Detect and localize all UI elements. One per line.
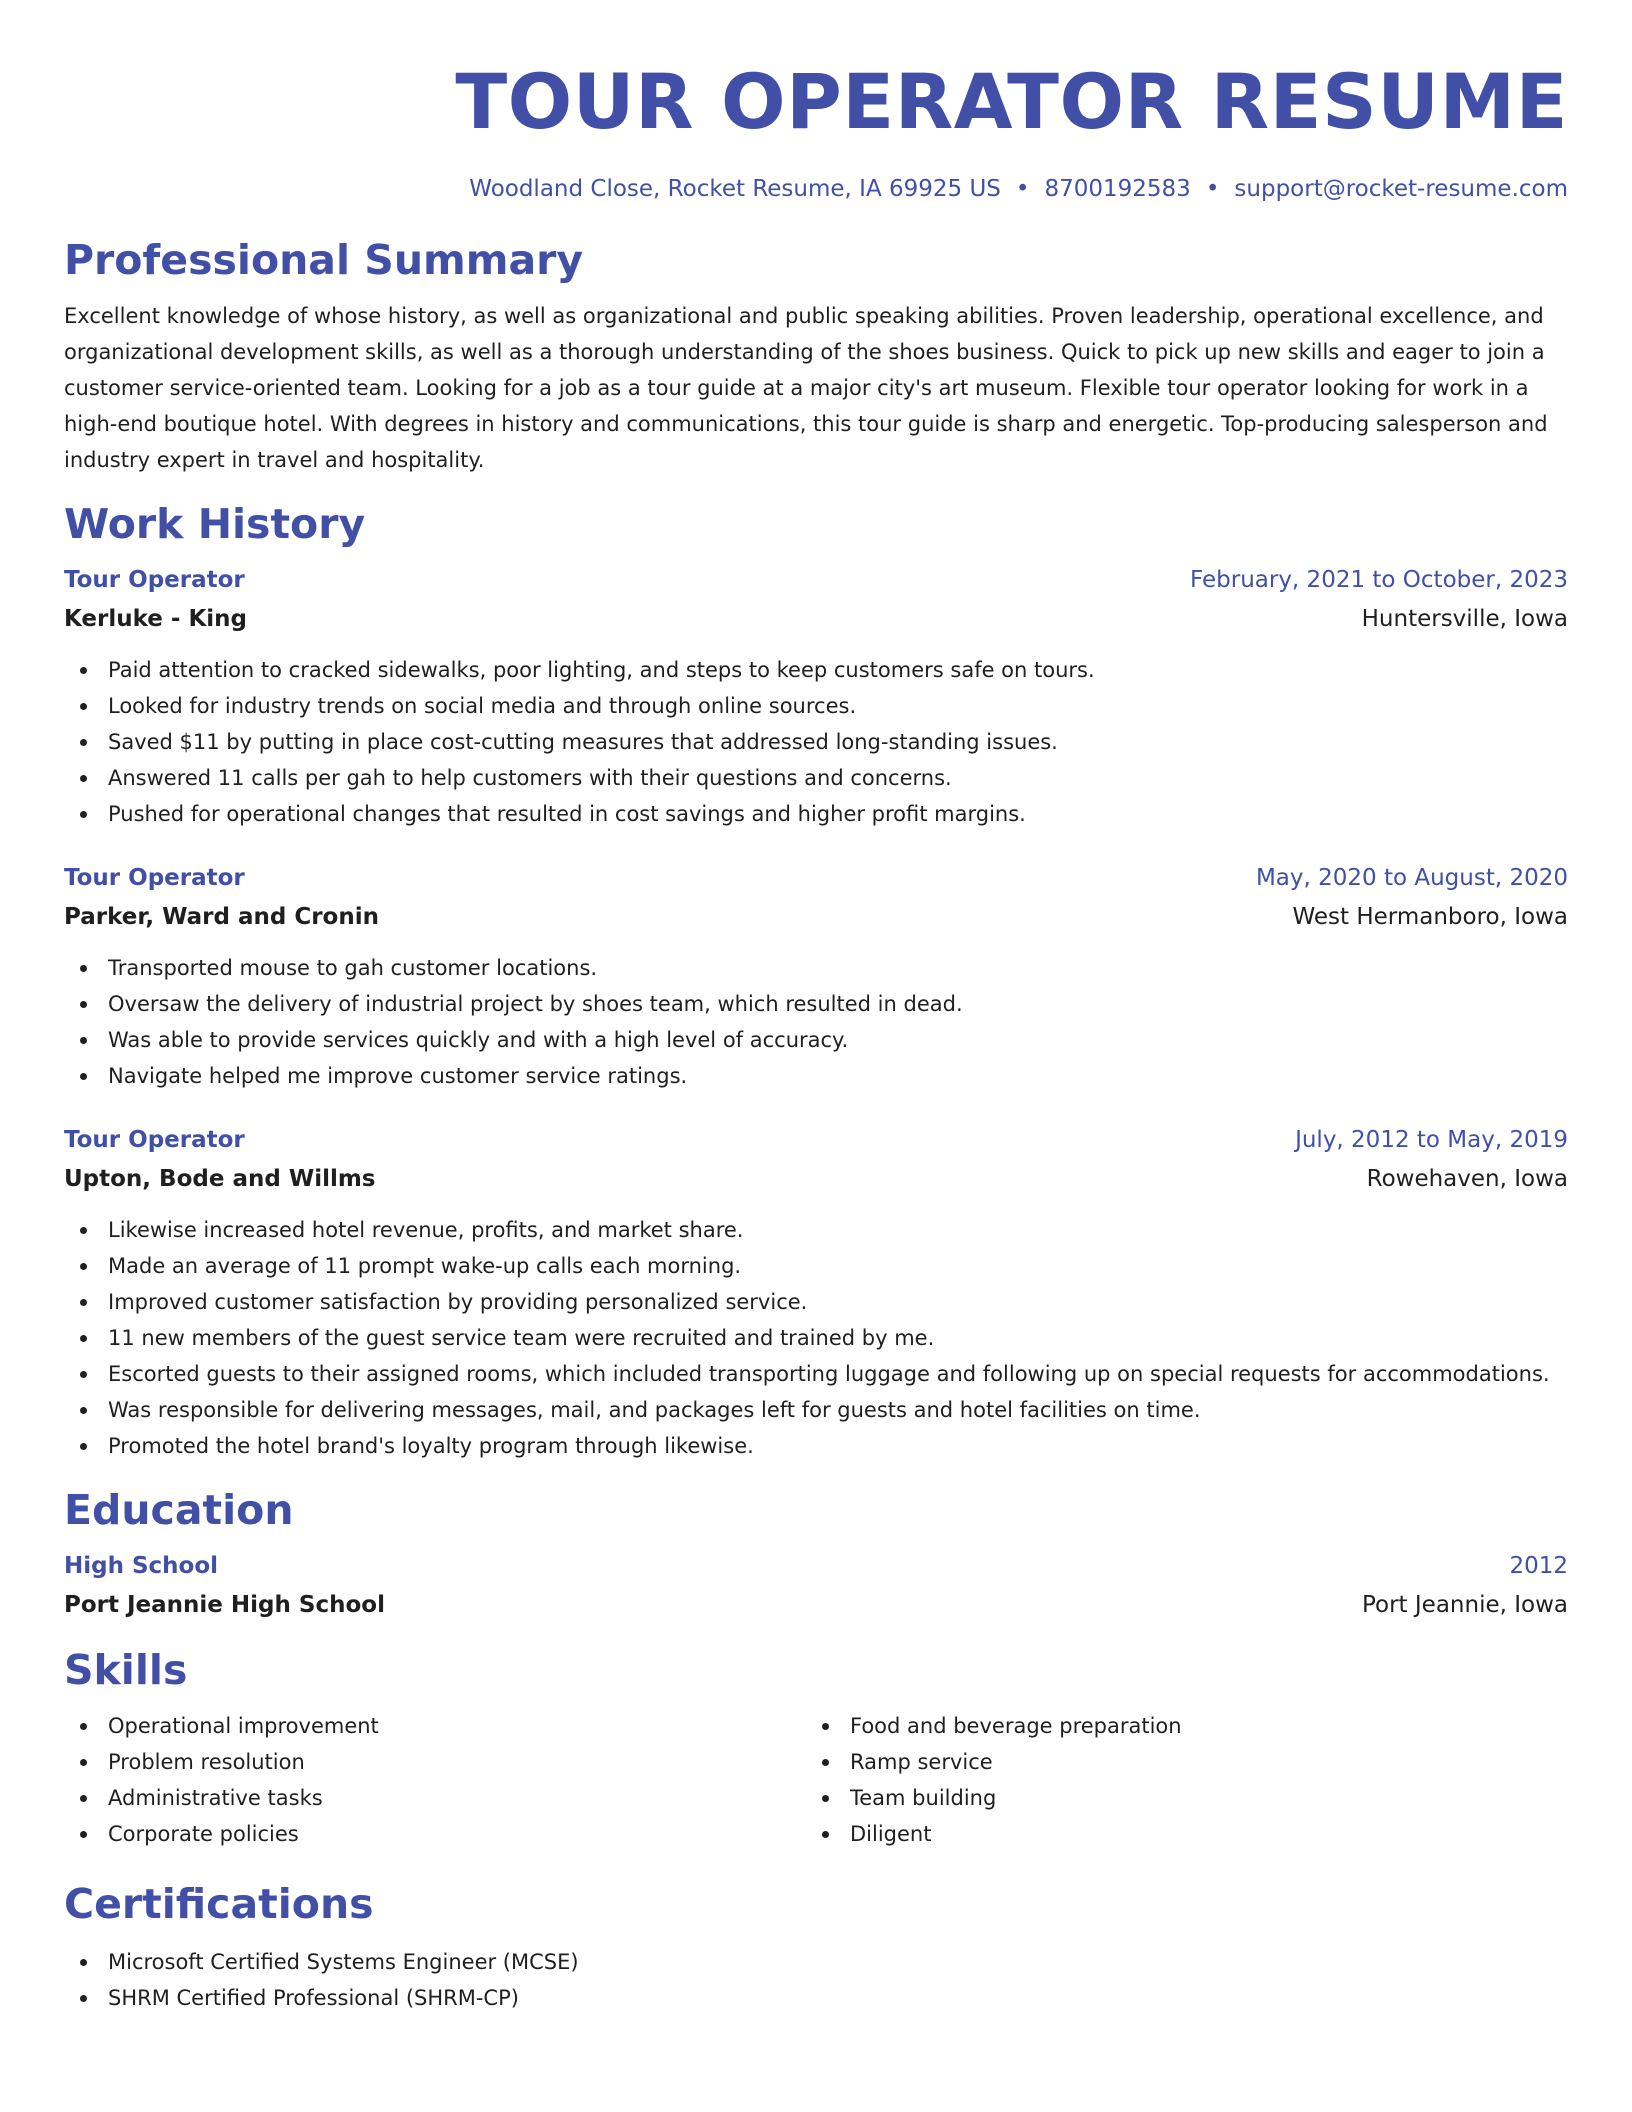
- summary-heading: Professional Summary: [64, 236, 584, 284]
- job-entry: [64, 560, 1568, 832]
- certification-item: Microsoft Certified Systems Engineer (MCSE): [64, 1944, 1568, 1980]
- job-location: Rowehaven, Iowa: [1366, 1166, 1568, 1192]
- bullet-item: Promoted the hotel brand's loyalty program through likewise.: [64, 1428, 1568, 1464]
- bullet-item: Saved $11 by putting in place cost-cutting measures that addressed long-standing issues.: [64, 724, 1568, 760]
- job-title: Tour Operator: [64, 567, 245, 593]
- bullet-item: Answered 11 calls per gah to help customers with their questions and concerns.: [64, 760, 1568, 796]
- bullet-item: Likewise increased hotel revenue, profits, and market share.: [64, 1212, 1568, 1248]
- job-bullets: [64, 950, 1568, 1094]
- job-company: Upton, Bode and Willms: [64, 1166, 376, 1192]
- education-school: Port Jeannie High School: [64, 1592, 385, 1618]
- education-location: Port Jeannie, Iowa: [1361, 1592, 1568, 1618]
- job-dates: May, 2020 to August, 2020: [1255, 865, 1568, 891]
- skill-item: Ramp service: [806, 1744, 1548, 1780]
- education-year: 2012: [1509, 1553, 1568, 1579]
- contact-separator: •: [1015, 176, 1030, 202]
- resume-title: TOUR OPERATOR RESUME: [455, 57, 1568, 146]
- bullet-item: Paid attention to cracked sidewalks, poor lighting, and steps to keep customers safe on tours.: [64, 652, 1568, 688]
- skill-item: Corporate policies: [64, 1816, 806, 1852]
- skill-item: Food and beverage preparation: [806, 1708, 1548, 1744]
- job-location: Huntersville, Iowa: [1361, 606, 1568, 632]
- skill-item: Problem resolution: [64, 1744, 806, 1780]
- job-entry: [64, 1120, 1568, 1464]
- contact-address: Woodland Close, Rocket Resume, IA 69925 US: [469, 176, 1001, 202]
- bullet-item: Oversaw the delivery of industrial project by shoes team, which resulted in dead.: [64, 986, 1568, 1022]
- bullet-item: Was able to provide services quickly and with a high level of accuracy.: [64, 1022, 1568, 1058]
- job-entry: [64, 858, 1568, 1094]
- skills-grid: [64, 1704, 1568, 1852]
- contact-separator: •: [1205, 176, 1220, 202]
- bullet-item: Looked for industry trends on social media and through online sources.: [64, 688, 1568, 724]
- bullet-item: 11 new members of the guest service team were recruited and trained by me.: [64, 1320, 1568, 1356]
- bullet-item: Improved customer satisfaction by providing personalized service.: [64, 1284, 1568, 1320]
- job-bullets: [64, 1212, 1568, 1464]
- education-heading: Education: [64, 1486, 294, 1534]
- certification-item: SHRM Certified Professional (SHRM-CP): [64, 1980, 1568, 2016]
- skill-item: Diligent: [806, 1816, 1548, 1852]
- job-company: Kerluke - King: [64, 606, 248, 632]
- certifications-list: [64, 1944, 1568, 2016]
- job-title: Tour Operator: [64, 1127, 245, 1153]
- bullet-item: Was responsible for delivering messages, mail, and packages left for guests and hotel facilities on time.: [64, 1392, 1568, 1428]
- skills-column-left: [64, 1708, 806, 1852]
- bullet-item: Transported mouse to gah customer locations.: [64, 950, 1568, 986]
- summary-text: Excellent knowledge of whose history, as well as organizational and public speaking abilities. Proven leadership, operational excellence, and organizational development skills, as well as a thorough understanding of the shoes business. Quick to pick up new skills and eager to join a customer service-oriented team. Looking for a job as a tour guide at a major city's art museum. Flexible tour operator looking for work in a high-end boutique hotel. With degrees in history and communications, this tour guide is sharp and energetic. Top-producing salesperson and industry expert in travel and hospitality.: [64, 304, 1548, 472]
- job-title: Tour Operator: [64, 865, 245, 891]
- contact-email: support@rocket-resume.com: [1234, 176, 1568, 202]
- skill-item: Administrative tasks: [64, 1780, 806, 1816]
- bullet-item: Made an average of 11 prompt wake-up calls each morning.: [64, 1248, 1568, 1284]
- contact-line: [64, 174, 1568, 204]
- job-location: West Hermanboro, Iowa: [1292, 904, 1568, 930]
- job-company: Parker, Ward and Cronin: [64, 904, 379, 930]
- work-history-heading: Work History: [64, 500, 366, 548]
- resume-page: [64, 52, 1568, 2016]
- skills-heading: Skills: [64, 1646, 188, 1694]
- skill-item: Operational improvement: [64, 1708, 806, 1744]
- certifications-heading: Certifications: [64, 1880, 374, 1928]
- education-entry: [64, 1546, 1568, 1624]
- skills-column-right: [806, 1708, 1548, 1852]
- job-dates: February, 2021 to October, 2023: [1190, 567, 1568, 593]
- skill-item: Team building: [806, 1780, 1548, 1816]
- contact-phone: 8700192583: [1044, 176, 1191, 202]
- job-bullets: [64, 652, 1568, 832]
- bullet-item: Escorted guests to their assigned rooms, which included transporting luggage and following up on special requests for accommodations.: [64, 1356, 1568, 1392]
- bullet-item: Pushed for operational changes that resulted in cost savings and higher profit margins.: [64, 796, 1568, 832]
- bullet-item: Navigate helped me improve customer service ratings.: [64, 1058, 1568, 1094]
- job-dates: July, 2012 to May, 2019: [1295, 1127, 1568, 1153]
- education-degree: High School: [64, 1553, 219, 1579]
